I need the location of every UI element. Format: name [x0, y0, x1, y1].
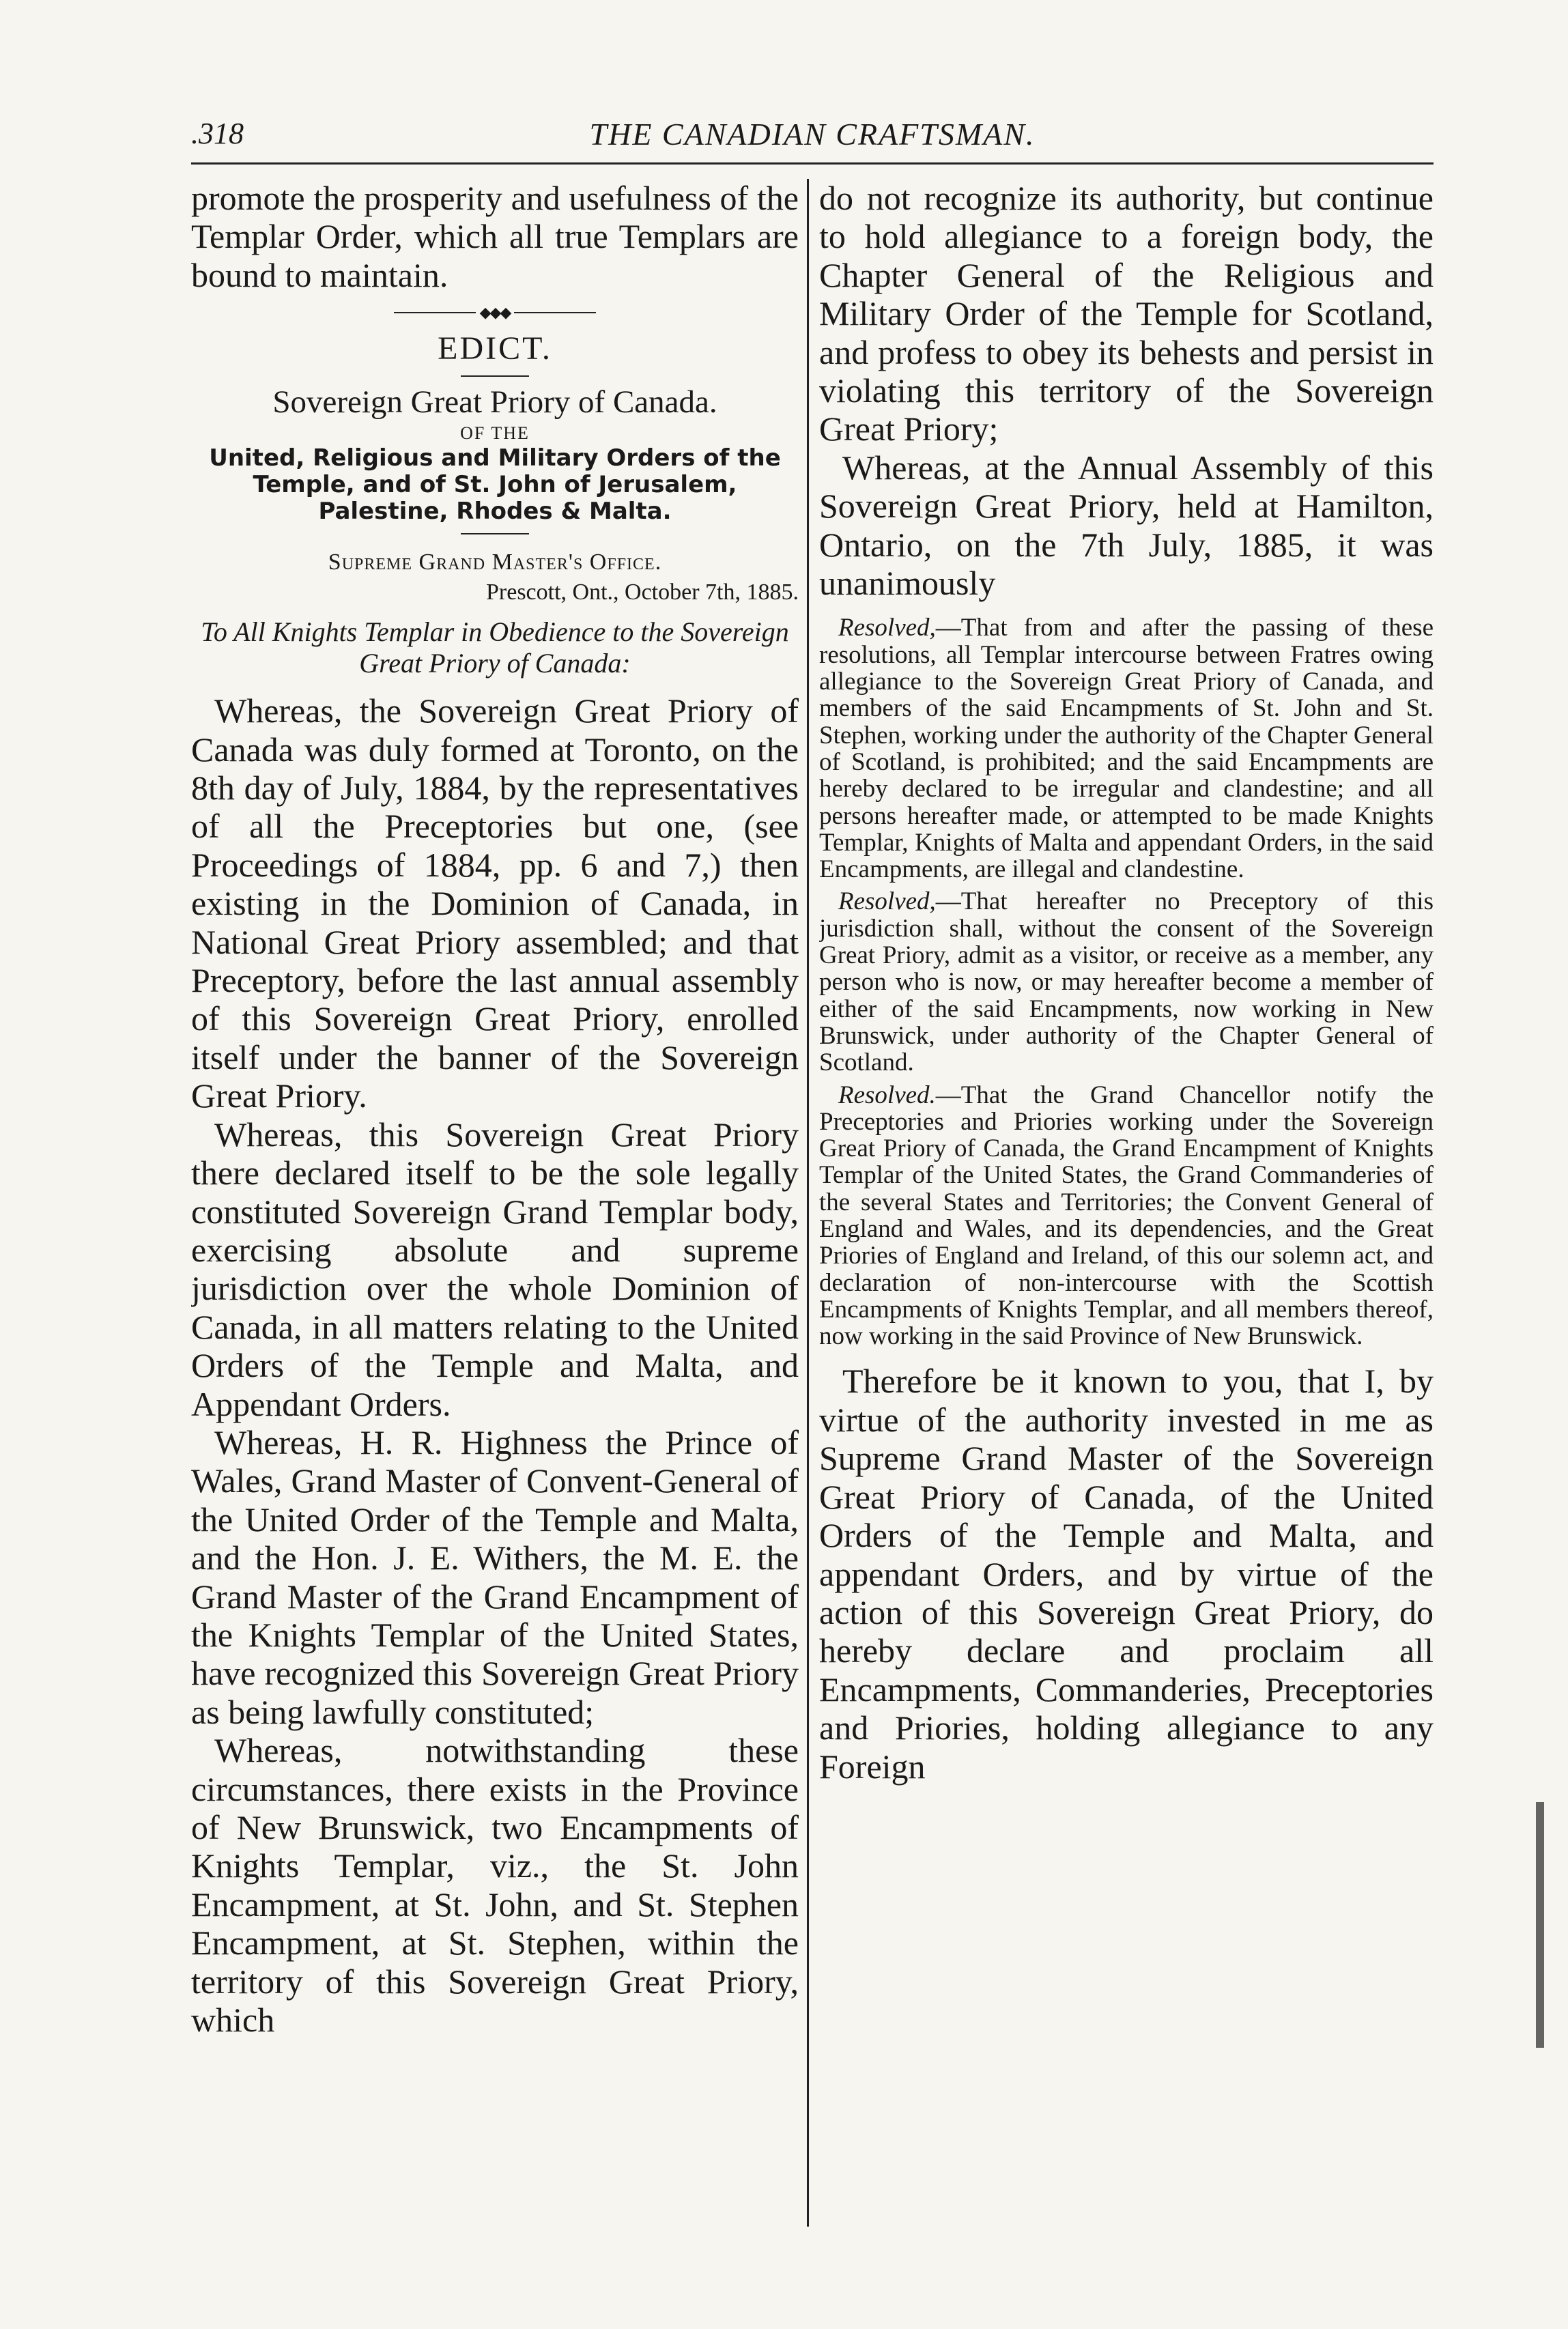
paragraph-whereas-4: Whereas, notwithstanding these circumstances, there exists in the Province of New Brunswick, two Encampments of Knights Templar, viz., the St. John Encampment, at St. John, and St. Stephen Encampment, at St. Stephen, within the territory of this Sovereign Great Priory, which	[191, 1731, 799, 2040]
ornament-dots: ◆◆◆	[479, 304, 511, 322]
paragraph-whereas-3: Whereas, H. R. Highness the Prince of Wales, Grand Master of Convent-General of the United Order of the Temple and Malta, and the Hon. J. E. Withers, the M. E. the Grand Master of the Grand Encampment of the Knights Templar of the United States, have recognized this Sovereign Great Priory as being lawfully constituted;	[191, 1423, 799, 1731]
resolution-1-label: Resolved,	[838, 614, 936, 642]
paragraph-whereas-2: Whereas, this Sovereign Great Priory there declared itself to be the sole legally constituted Sovereign Grand Templar body, exercising absolute and supreme jurisdiction over the whole Dominion of Canada, in all matters relating to the United Orders of the Temple and Malta, and Appendant Orders.	[191, 1115, 799, 1423]
paragraph-therefore: Therefore be it known to you, that I, by virtue of the authority invested in me as Supreme Grand Master of the Sovereign Great Priory of Canada, of the United Orders of the Temple and Malta, and appendant Orders, and by virtue of the action of this Sovereign Great Priory, do hereby declare and proclaim all Encampments, Commanderies, Preceptories and Priories, holding allegiance to any Foreign	[819, 1362, 1434, 1786]
resolution-3	[819, 1082, 1434, 1350]
running-head	[191, 116, 1434, 164]
edict-title: EDICT.	[438, 330, 552, 367]
office-line: Supreme Grand Master's Office.	[328, 549, 662, 575]
dateline: Prescott, Ont., October 7th, 1885.	[486, 580, 799, 605]
paragraph-annual-assembly: Whereas, at the Annual Assembly of this Sovereign Great Priory, held at Hamilton, Ontario, on the 7th July, 1885, it was unanimously	[819, 448, 1434, 603]
paragraph-whereas-1: Whereas, the Sovereign Great Priory of Canada was duly formed at Toronto, on the 8th day of July, 1884, by the representatives of all the Preceptories but one, (see Proceedings of 1884, pp. 6 and 7,) then existing in the Dominion of Canada, in National Great Priory assembled; and that Preceptory, before the last annual assembly of this Sovereign Great Priory, enrolled itself under the banner of the Sovereign Great Priory.	[191, 691, 799, 1115]
priory-title: Sovereign Great Priory of Canada.	[272, 384, 717, 420]
orders-line: United, Religious and Military Orders of the Temple, and of St. John of Jerusalem, Palestine, Rhodes & Malta.	[209, 444, 781, 526]
column-divider	[807, 179, 809, 2227]
spacer	[819, 602, 1434, 614]
header-rule	[191, 162, 1434, 165]
journal-title: THE CANADIAN CRAFTSMAN.	[589, 117, 1036, 152]
paragraph-continued: do not recognize its authority, but continue to hold allegiance to a foreign body, the Chapter General of the Religious and Military Order of the Temple for Scotland, and profess to obey its behests and persist in violating this territory of the Sovereign Great Priory;	[819, 179, 1434, 448]
intro-paragraph: promote the prosperity and usefulness of the Templar Order, which all true Templars are bound to maintain.	[191, 179, 799, 294]
resolution-1	[819, 614, 1434, 883]
binding-edge-mark	[1536, 1802, 1544, 2048]
short-rule-2	[461, 533, 529, 534]
resolution-2	[819, 888, 1434, 1076]
of-the-label: OF THE	[460, 423, 530, 444]
resolution-1-text: —That from and after the passing of these resolutions, all Templar intercourse between Fratres owing allegiance to the Sovereign Great Priory of Canada, and members of the said Encampments of St. John and St. Stephen, working under the authority of the Chapter General of Scotland, is prohibited; and the said Encampments are hereby declared to be irregular and clandestine; and all persons hereafter made, or attempted to be made Knights Templar, Knights of Malta and appendant Orders, in the said Encampments, are illegal and clandestine.	[819, 614, 1434, 884]
spacer	[819, 1349, 1434, 1362]
resolution-3-text: —That the Grand Chancellor notify the Preceptories and Priories working under the Sovereign Great Priory of Canada, the Grand Encampment of Knights Templar of the United States, the Grand Commanderies of the several States and Territories; the Convent General of England and Wales, and its dependencies, and the Great Priories of England and Ireland, of this our solemn act, and declaration of non-intercourse with the Scottish Encampments of Knights Templar, and all members thereof, now working in the said Province of New Brunswick.	[819, 1081, 1434, 1351]
resolution-3-label: Resolved.	[838, 1081, 936, 1109]
ornament-divider	[191, 304, 799, 322]
address-line: To All Knights Templar in Obedience to the Sovereign Great Priory of Canada:	[201, 616, 789, 679]
resolution-2-text: —That hereafter no Preceptory of this jurisdiction shall, without the consent of the Sovereign Great Priory, admit as a visitor, or receive as a member, any person who is now, or may hereafter become a member of either of the said Encampments, now working in New Brunswick, under authority of the Chapter General of Scotland.	[819, 887, 1434, 1077]
ornament-line-left	[394, 312, 476, 313]
page-number: .318	[191, 117, 244, 150]
right-column	[819, 179, 1434, 2240]
ornament-line-right	[514, 312, 596, 313]
left-column	[191, 179, 799, 2240]
resolution-2-label: Resolved,	[838, 887, 936, 916]
short-rule	[461, 375, 529, 377]
